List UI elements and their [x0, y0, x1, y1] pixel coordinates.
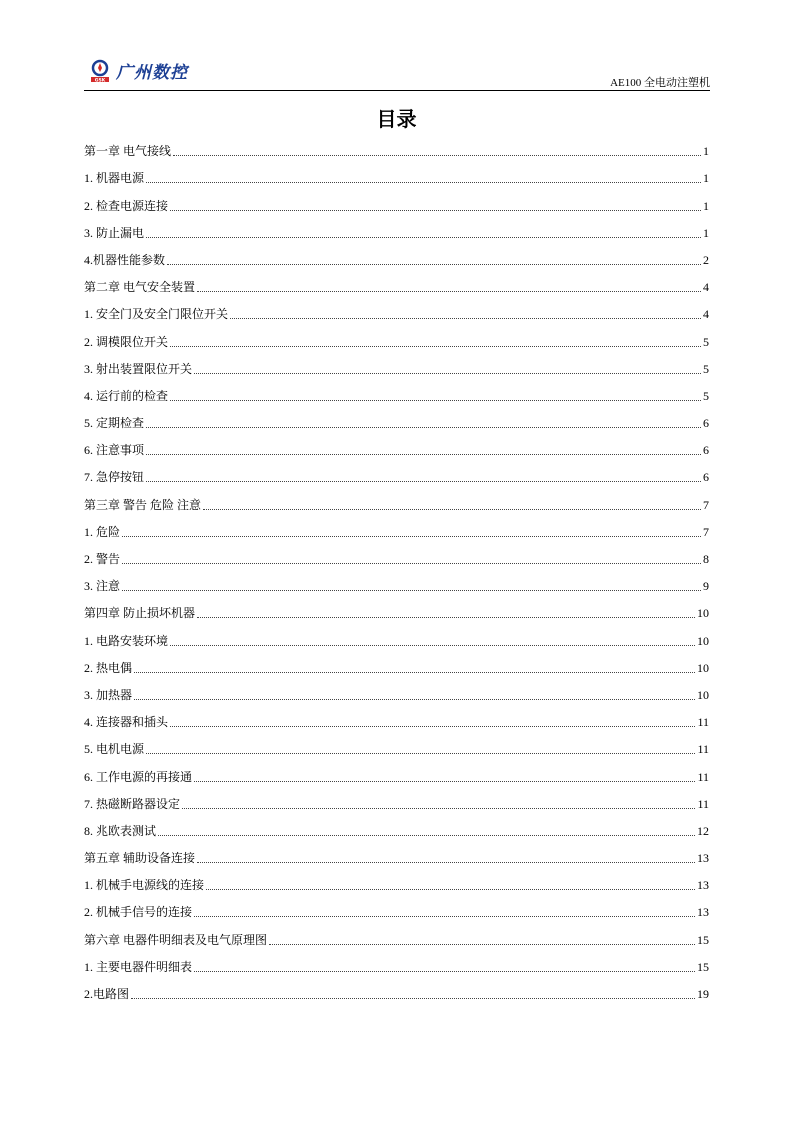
toc-entry-label: 第四章 防止损坏机器: [84, 606, 196, 621]
toc-entry-label: 2.电路图: [84, 987, 130, 1001]
toc-entry-page: 13: [697, 905, 709, 920]
toc-entry-label: 4.机器性能参数: [84, 252, 166, 267]
toc-entry-label: 4. 运行前的检查: [84, 388, 169, 403]
toc-leader-dots: [134, 699, 695, 700]
toc-entry[interactable]: [84, 980, 709, 1007]
toc-entry-page: 10: [697, 660, 709, 675]
toc-entry-page: 1: [703, 198, 709, 213]
toc-entry[interactable]: [84, 436, 709, 463]
toc-entry[interactable]: [84, 137, 709, 164]
toc-leader-dots: [170, 726, 695, 727]
toc-entry[interactable]: [84, 355, 709, 382]
toc-leader-dots: [122, 563, 701, 564]
toc-entry-label: 1. 危险: [84, 524, 121, 539]
toc-entry-label: 6. 工作电源的再接通: [84, 769, 193, 784]
toc-entry-page: 11: [697, 796, 709, 811]
page-header: [84, 56, 710, 92]
toc-entry-label: 7. 急停按钮: [84, 470, 145, 485]
toc-leader-dots: [197, 291, 701, 292]
toc-leader-dots: [167, 264, 701, 265]
toc-leader-dots: [194, 373, 701, 374]
toc-entry[interactable]: [84, 925, 709, 952]
toc-entry-label: 5. 电机电源: [84, 742, 145, 757]
toc-entry[interactable]: [84, 246, 709, 273]
toc-entry-label: 3. 加热器: [84, 687, 133, 702]
toc-entry-label: 1. 电路安装环境: [84, 633, 169, 648]
toc-entry-label: 5. 定期检查: [84, 416, 145, 431]
toc-leader-dots: [146, 753, 695, 754]
toc-entry-label: 3. 射出装置限位开关: [84, 361, 193, 376]
toc-entry-label: 第二章 电气安全装置: [84, 280, 196, 295]
toc-leader-dots: [146, 182, 701, 183]
toc-entry[interactable]: [84, 735, 709, 762]
toc-leader-dots: [170, 645, 695, 646]
toc-entry-page: 2: [703, 252, 709, 267]
toc-entry-page: 10: [697, 606, 709, 621]
toc-entry[interactable]: [84, 327, 709, 354]
toc-entry-page: 15: [697, 932, 709, 947]
toc-entry[interactable]: [84, 898, 709, 925]
toc-leader-dots: [230, 318, 701, 319]
toc-entry-label: 8. 兆欧表测试: [84, 823, 157, 838]
toc-entry-label: 第三章 警告 危险 注意: [84, 497, 202, 512]
toc-leader-dots: [182, 808, 695, 809]
toc-entry[interactable]: [84, 490, 709, 517]
toc-entry[interactable]: [84, 191, 709, 218]
toc-leader-dots: [173, 155, 701, 156]
toc-entry-label: 1. 主要电器件明细表: [84, 959, 193, 974]
toc-leader-dots: [158, 835, 695, 836]
toc-leader-dots: [122, 536, 701, 537]
company-logo: [88, 58, 188, 83]
logo-text: 广州数控: [116, 63, 188, 83]
toc-leader-dots: [170, 210, 701, 211]
toc-entry-label: 2. 警告: [84, 552, 121, 566]
toc-entry-page: 6: [703, 443, 709, 458]
toc-leader-dots: [269, 944, 695, 945]
logo-small-text: GSK: [94, 77, 106, 83]
toc-leader-dots: [197, 862, 695, 863]
toc-leader-dots: [170, 400, 701, 401]
toc-entry-page: 11: [697, 769, 709, 784]
toc-entry-page: 8: [703, 552, 709, 566]
toc-entry[interactable]: [84, 572, 709, 599]
toc-leader-dots: [146, 481, 701, 482]
toc-leader-dots: [194, 916, 695, 917]
toc-entry[interactable]: [84, 762, 709, 789]
toc-entry-label: 6. 注意事项: [84, 443, 145, 458]
toc-entry-page: 4: [703, 307, 709, 322]
toc-entry-page: 13: [697, 851, 709, 866]
toc-entry-label: 2. 调模限位开关: [84, 334, 169, 349]
toc-entry-page: 5: [703, 388, 709, 403]
toc-leader-dots: [203, 509, 701, 510]
toc-entry[interactable]: [84, 626, 709, 653]
toc-entry-page: 10: [697, 633, 709, 648]
toc-entry[interactable]: [84, 518, 709, 545]
toc-entry[interactable]: [84, 844, 709, 871]
toc-entry[interactable]: [84, 164, 709, 191]
toc-entry-page: 19: [697, 987, 709, 1001]
toc-entry-label: 第一章 电气接线: [84, 144, 172, 159]
document-name: AE100 全电动注塑机: [610, 77, 710, 89]
toc-leader-dots: [194, 781, 695, 782]
toc-entry-label: 2. 机械手信号的连接: [84, 905, 193, 920]
toc-entry-page: 5: [703, 361, 709, 376]
toc-entry[interactable]: [84, 300, 709, 327]
toc-leader-dots: [146, 237, 701, 238]
toc-entry[interactable]: [84, 273, 709, 300]
toc-entry-page: 1: [703, 144, 709, 159]
toc-entry-page: 9: [703, 579, 709, 594]
page-title: 目录: [376, 107, 417, 131]
toc-leader-dots: [131, 998, 695, 999]
toc-entry-label: 1. 机械手电源线的连接: [84, 878, 205, 893]
toc-entry[interactable]: [84, 382, 709, 409]
toc-entry-label: 4. 连接器和插头: [84, 715, 169, 730]
table-of-contents: [84, 137, 709, 1007]
toc-entry-page: 6: [703, 470, 709, 485]
header-divider: [84, 90, 710, 91]
logo-emblem-icon: [88, 59, 112, 83]
toc-leader-dots: [197, 617, 695, 618]
toc-entry-page: 10: [697, 687, 709, 702]
toc-leader-dots: [146, 427, 701, 428]
toc-entry-label: 1. 安全门及安全门限位开关: [84, 307, 229, 322]
toc-entry-page: 5: [703, 334, 709, 349]
toc-entry[interactable]: [84, 599, 709, 626]
toc-leader-dots: [122, 590, 701, 591]
toc-entry-label: 1. 机器电源: [84, 171, 145, 186]
toc-entry-page: 13: [697, 878, 709, 893]
toc-leader-dots: [134, 672, 695, 673]
toc-entry-page: 6: [703, 416, 709, 431]
toc-entry-label: 7. 热磁断路器设定: [84, 796, 181, 811]
toc-entry-label: 2. 检查电源连接: [84, 198, 169, 213]
toc-entry-page: 1: [703, 225, 709, 240]
toc-entry-label: 2. 热电偶: [84, 660, 133, 675]
toc-entry[interactable]: [84, 545, 709, 572]
toc-entry[interactable]: [84, 681, 709, 708]
toc-entry[interactable]: [84, 708, 709, 735]
toc-leader-dots: [146, 454, 701, 455]
toc-entry[interactable]: [84, 817, 709, 844]
toc-entry[interactable]: [84, 219, 709, 246]
toc-entry-label: 第五章 辅助设备连接: [84, 851, 196, 866]
toc-entry[interactable]: [84, 654, 709, 681]
toc-entry-page: 15: [697, 959, 709, 974]
toc-entry[interactable]: [84, 953, 709, 980]
toc-entry-page: 7: [703, 497, 709, 512]
toc-entry-label: 第六章 电器件明细表及电气原理图: [84, 932, 268, 947]
toc-entry-label: 3. 防止漏电: [84, 225, 145, 240]
toc-entry[interactable]: [84, 790, 709, 817]
toc-entry[interactable]: [84, 409, 709, 436]
toc-leader-dots: [194, 971, 695, 972]
toc-entry-page: 4: [703, 280, 709, 295]
toc-entry[interactable]: [84, 871, 709, 898]
toc-entry-page: 11: [697, 715, 709, 730]
toc-leader-dots: [170, 346, 701, 347]
toc-entry-page: 7: [703, 524, 709, 539]
toc-entry-page: 1: [703, 171, 709, 186]
toc-entry-page: 12: [697, 823, 709, 838]
toc-entry-page: 11: [697, 742, 709, 757]
toc-leader-dots: [206, 889, 695, 890]
toc-entry-label: 3. 注意: [84, 579, 121, 594]
toc-entry[interactable]: [84, 463, 709, 490]
